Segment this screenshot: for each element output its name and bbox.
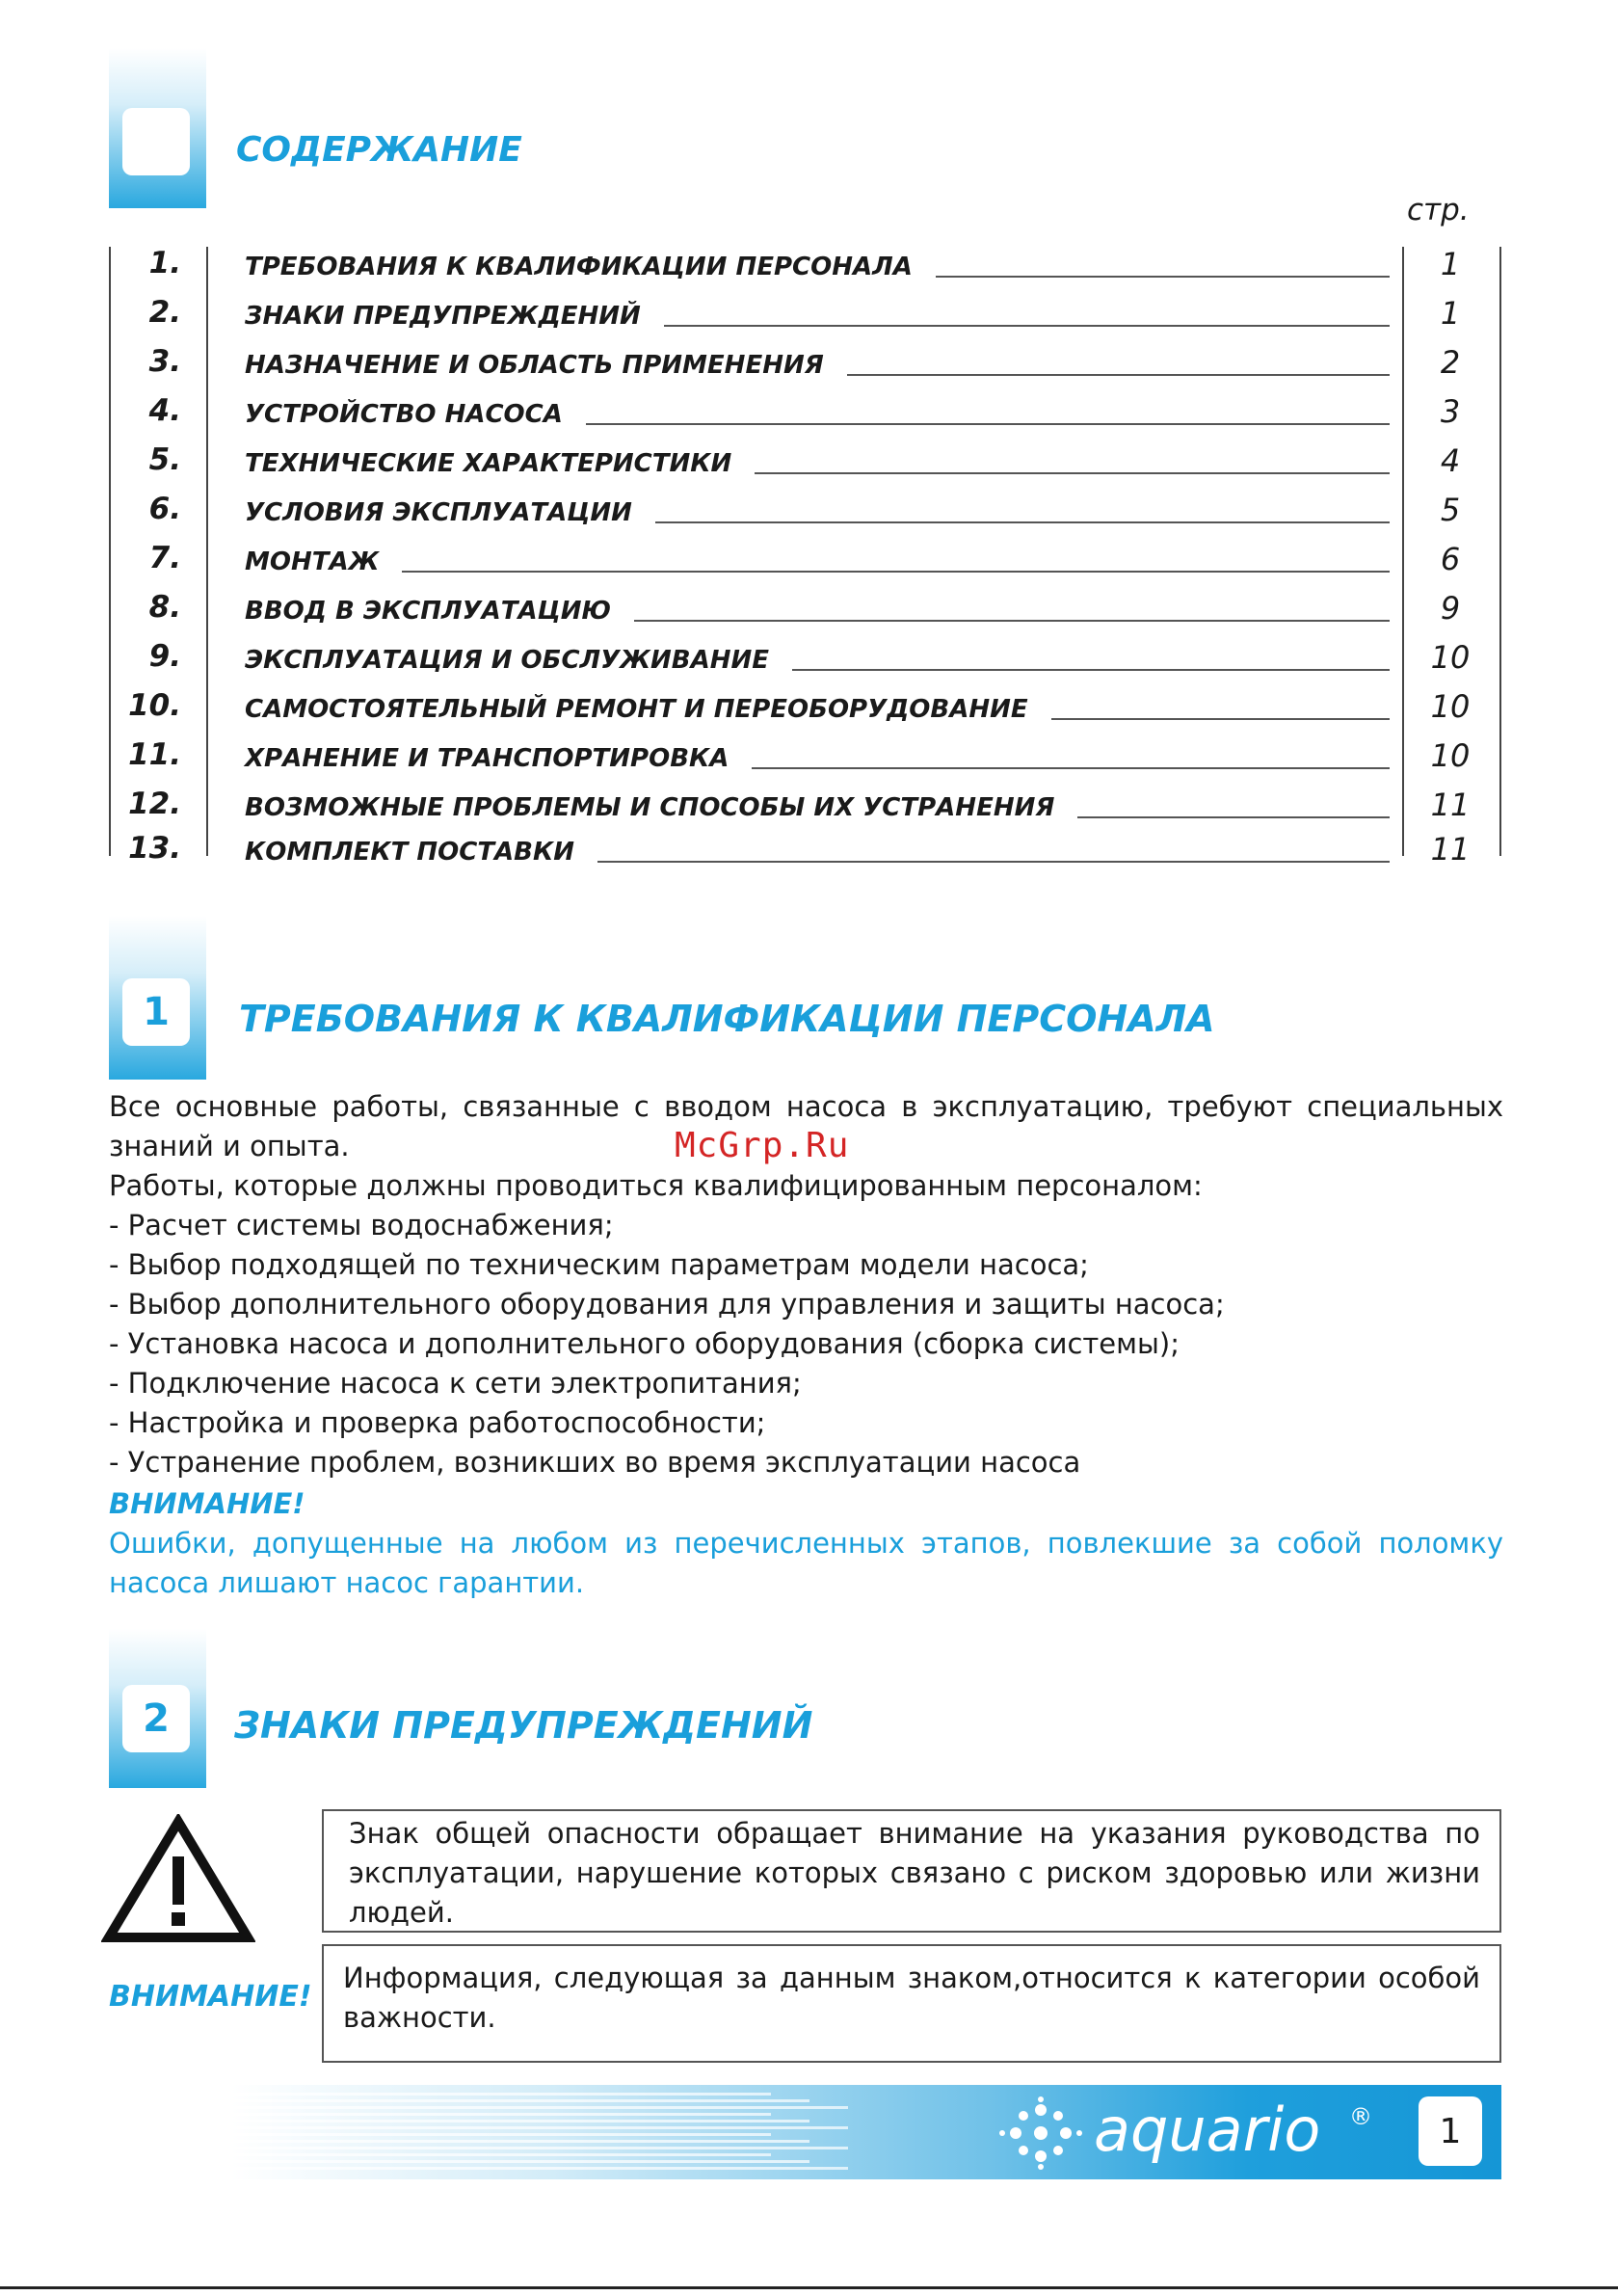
toc-item-title: НАЗНАЧЕНИЕ И ОБЛАСТЬ ПРИМЕНЕНИЯ [245,351,824,380]
toc-page-label: стр. [1407,193,1470,227]
toc-item [0,590,1618,638]
toc-item-page: 4 [1440,442,1461,479]
section1-list-item: - Выбор подходящей по техническим параметрам модели насоса; [109,1248,1089,1281]
toc-item-leader [245,690,1390,729]
toc-item-page: 10 [1430,737,1471,774]
section1-items [109,1206,1503,1482]
toc-item [0,688,1618,736]
toc-item-dots [755,472,1390,474]
toc-item-leader [245,739,1390,778]
section2-tab [109,1629,206,1788]
section1-tab [109,916,206,1080]
toc-item-leader [245,297,1390,335]
toc-item-dots [792,669,1390,671]
section1-number-box: 1 [122,978,190,1046]
general-danger-box [322,1809,1501,1933]
toc-item-dots [752,767,1390,769]
toc-item-leader [245,788,1390,827]
toc-item-leader [245,641,1390,680]
toc-item-number: 5. [148,442,181,477]
watermark: McGrp.Ru [675,1126,850,1165]
toc-item-number: 2. [148,295,181,330]
section2-number-box: 2 [122,1685,190,1752]
section1-list-item: - Настройка и проверка работоспособности; [109,1406,766,1439]
section1-list-intro: Работы, которые должны проводиться квалифицированным персоналом: [109,1169,1203,1202]
toc-item-number: 10. [128,688,181,723]
toc-item-dots [586,423,1390,425]
toc-item-page: 10 [1430,688,1471,725]
toc-item-dots [1077,816,1390,818]
toc-item-page: 6 [1440,541,1461,577]
toc-item-title: УСТРОЙСТВО НАСОСА [245,400,563,429]
footer-stripe [231,2113,771,2116]
footer-stripe [231,2147,848,2149]
footer-stripe [231,2106,848,2109]
toc-item-title: ТЕХНИЧЕСКИЕ ХАРАКТЕРИСТИКИ [245,449,732,478]
toc-item-dots [634,620,1390,622]
toc-item-number: 13. [128,831,181,866]
footer-stripe [231,2099,809,2102]
section1-list-item: - Подключение насоса к сети электропитания; [109,1367,802,1400]
brand-reg-mark: ® [1349,2103,1372,2130]
warning-triangle-icon [101,1814,255,1944]
toc-item [0,492,1618,540]
toc-item-number: 1. [148,246,181,280]
toc-item-title: САМОСТОЯТЕЛЬНЫЙ РЕМОНТ И ПЕРЕОБОРУДОВАНИЕ [245,695,1028,724]
section2-attention-label: ВНИМАНИЕ! [109,1980,312,2014]
toc-item-dots [597,861,1390,863]
toc-item-leader [245,444,1390,483]
footer-stripe [231,2167,848,2170]
toc-item-page: 1 [1440,246,1461,282]
toc-item-page: 11 [1430,787,1471,823]
toc-item-number: 4. [148,393,181,428]
footer-stripe [231,2093,771,2096]
toc-item-number: 12. [128,787,181,821]
toc-item-page: 1 [1440,295,1461,332]
toc-item-dots [664,325,1390,327]
footer-stripe [231,2153,771,2156]
toc-item-leader [245,395,1390,434]
toc-title: СОДЕРЖАНИЕ [236,130,522,170]
toc-item-dots [655,521,1390,523]
toc-item-title: ВОЗМОЖНЫЕ ПРОБЛЕМЫ И СПОСОБЫ ИХ УСТРАНЕНИЯ [245,793,1055,822]
toc-item-dots [936,276,1390,278]
toc-item-page: 2 [1440,344,1461,381]
toc-item-page: 3 [1440,393,1461,430]
section1-attention-text: Ошибки, допущенные на любом из перечисленных этапов, повлекшие за собой поломку насоса лишают насос гарантии. [109,1527,1503,1599]
toc-item-page: 11 [1430,831,1471,868]
attention-box [322,1944,1501,2063]
footer-stripe [231,2120,809,2122]
toc-item-dots [402,571,1390,573]
toc-item-page: 5 [1440,492,1461,528]
toc-item-number: 7. [148,541,181,575]
toc-item-title: ТРЕБОВАНИЯ К КВАЛИФИКАЦИИ ПЕРСОНАЛА [245,253,913,281]
general-danger-text: Знак общей опасности обращает внимание на указания руководства по эксплуатации, нарушение которых связано с риском здоровью или жизни людей. [349,1817,1480,1929]
toc-item-leader [245,346,1390,385]
toc-item [0,344,1618,392]
section1-list-item: - Выбор дополнительного оборудования для управления и защиты насоса; [109,1288,1225,1321]
toc-item [0,639,1618,687]
page-number: 1 [1419,2096,1482,2166]
footer-stripe [231,2160,809,2163]
toc-item [0,831,1618,879]
toc-item-number: 8. [148,590,181,625]
toc-item-leader [245,833,1390,871]
section1-list-item: - Расчет системы водоснабжения; [109,1209,614,1241]
toc-item-title: ЭКСПЛУАТАЦИЯ И ОБСЛУЖИВАНИЕ [245,646,770,675]
attention-text: Информация, следующая за данным знаком,относится к категории особой важности. [343,1962,1480,2034]
footer-stripe [231,2133,771,2136]
section2-title: ЗНАКИ ПРЕДУПРЕЖДЕНИЙ [234,1704,813,1747]
toc-item-page: 9 [1440,590,1461,627]
section1-title: ТРЕБОВАНИЯ К КВАЛИФИКАЦИИ ПЕРСОНАЛА [239,998,1215,1040]
toc-item-leader [245,592,1390,630]
toc-item-title: МОНТАЖ [245,547,380,576]
toc-item-leader [245,543,1390,581]
toc-item-title: ЗНАКИ ПРЕДУПРЕЖДЕНИЙ [245,302,641,331]
toc-item-dots [847,374,1390,376]
toc-item-dots [1051,718,1390,720]
toc-item-leader [245,248,1390,286]
toc-item-leader [245,494,1390,532]
bottom-rule [0,2286,1618,2289]
toc-item-title: ВВОД В ЭКСПЛУАТАЦИЮ [245,597,612,626]
toc-item [0,246,1618,294]
toc-item [0,787,1618,835]
brand-logo-text: aquario [1094,2095,1321,2165]
toc-item-number: 3. [148,344,181,379]
footer-stripe [231,2140,809,2143]
toc-item-page: 10 [1430,639,1471,676]
toc-item [0,737,1618,786]
toc-item-number: 9. [148,639,181,674]
toc-item [0,541,1618,589]
section1-intro: Все основные работы, связанные с вводом насоса в эксплуатацию, требуют специальных знаний и опыта. [109,1090,1503,1162]
section1-list-item: - Устранение проблем, возникших во время эксплуатации насоса [109,1446,1081,1479]
toc-item-title: УСЛОВИЯ ЭКСПЛУАТАЦИИ [245,498,632,527]
toc-item-title: ХРАНЕНИЕ И ТРАНСПОРТИРОВКА [245,744,729,773]
toc-item-number: 6. [148,492,181,526]
section1-list-item: - Установка насоса и дополнительного оборудования (сборка системы); [109,1327,1180,1360]
toc-item-title: КОМПЛЕКТ ПОСТАВКИ [245,838,575,867]
toc-item [0,393,1618,441]
toc-item [0,442,1618,491]
toc-item [0,295,1618,343]
section1-attention-title: ВНИМАНИЕ! [109,1487,305,1520]
splash-logo-icon [993,2096,1089,2170]
footer-stripe [231,2126,848,2129]
toc-header-tab [109,48,206,208]
toc-item-number: 11. [128,737,181,772]
toc-header-box [122,108,190,175]
